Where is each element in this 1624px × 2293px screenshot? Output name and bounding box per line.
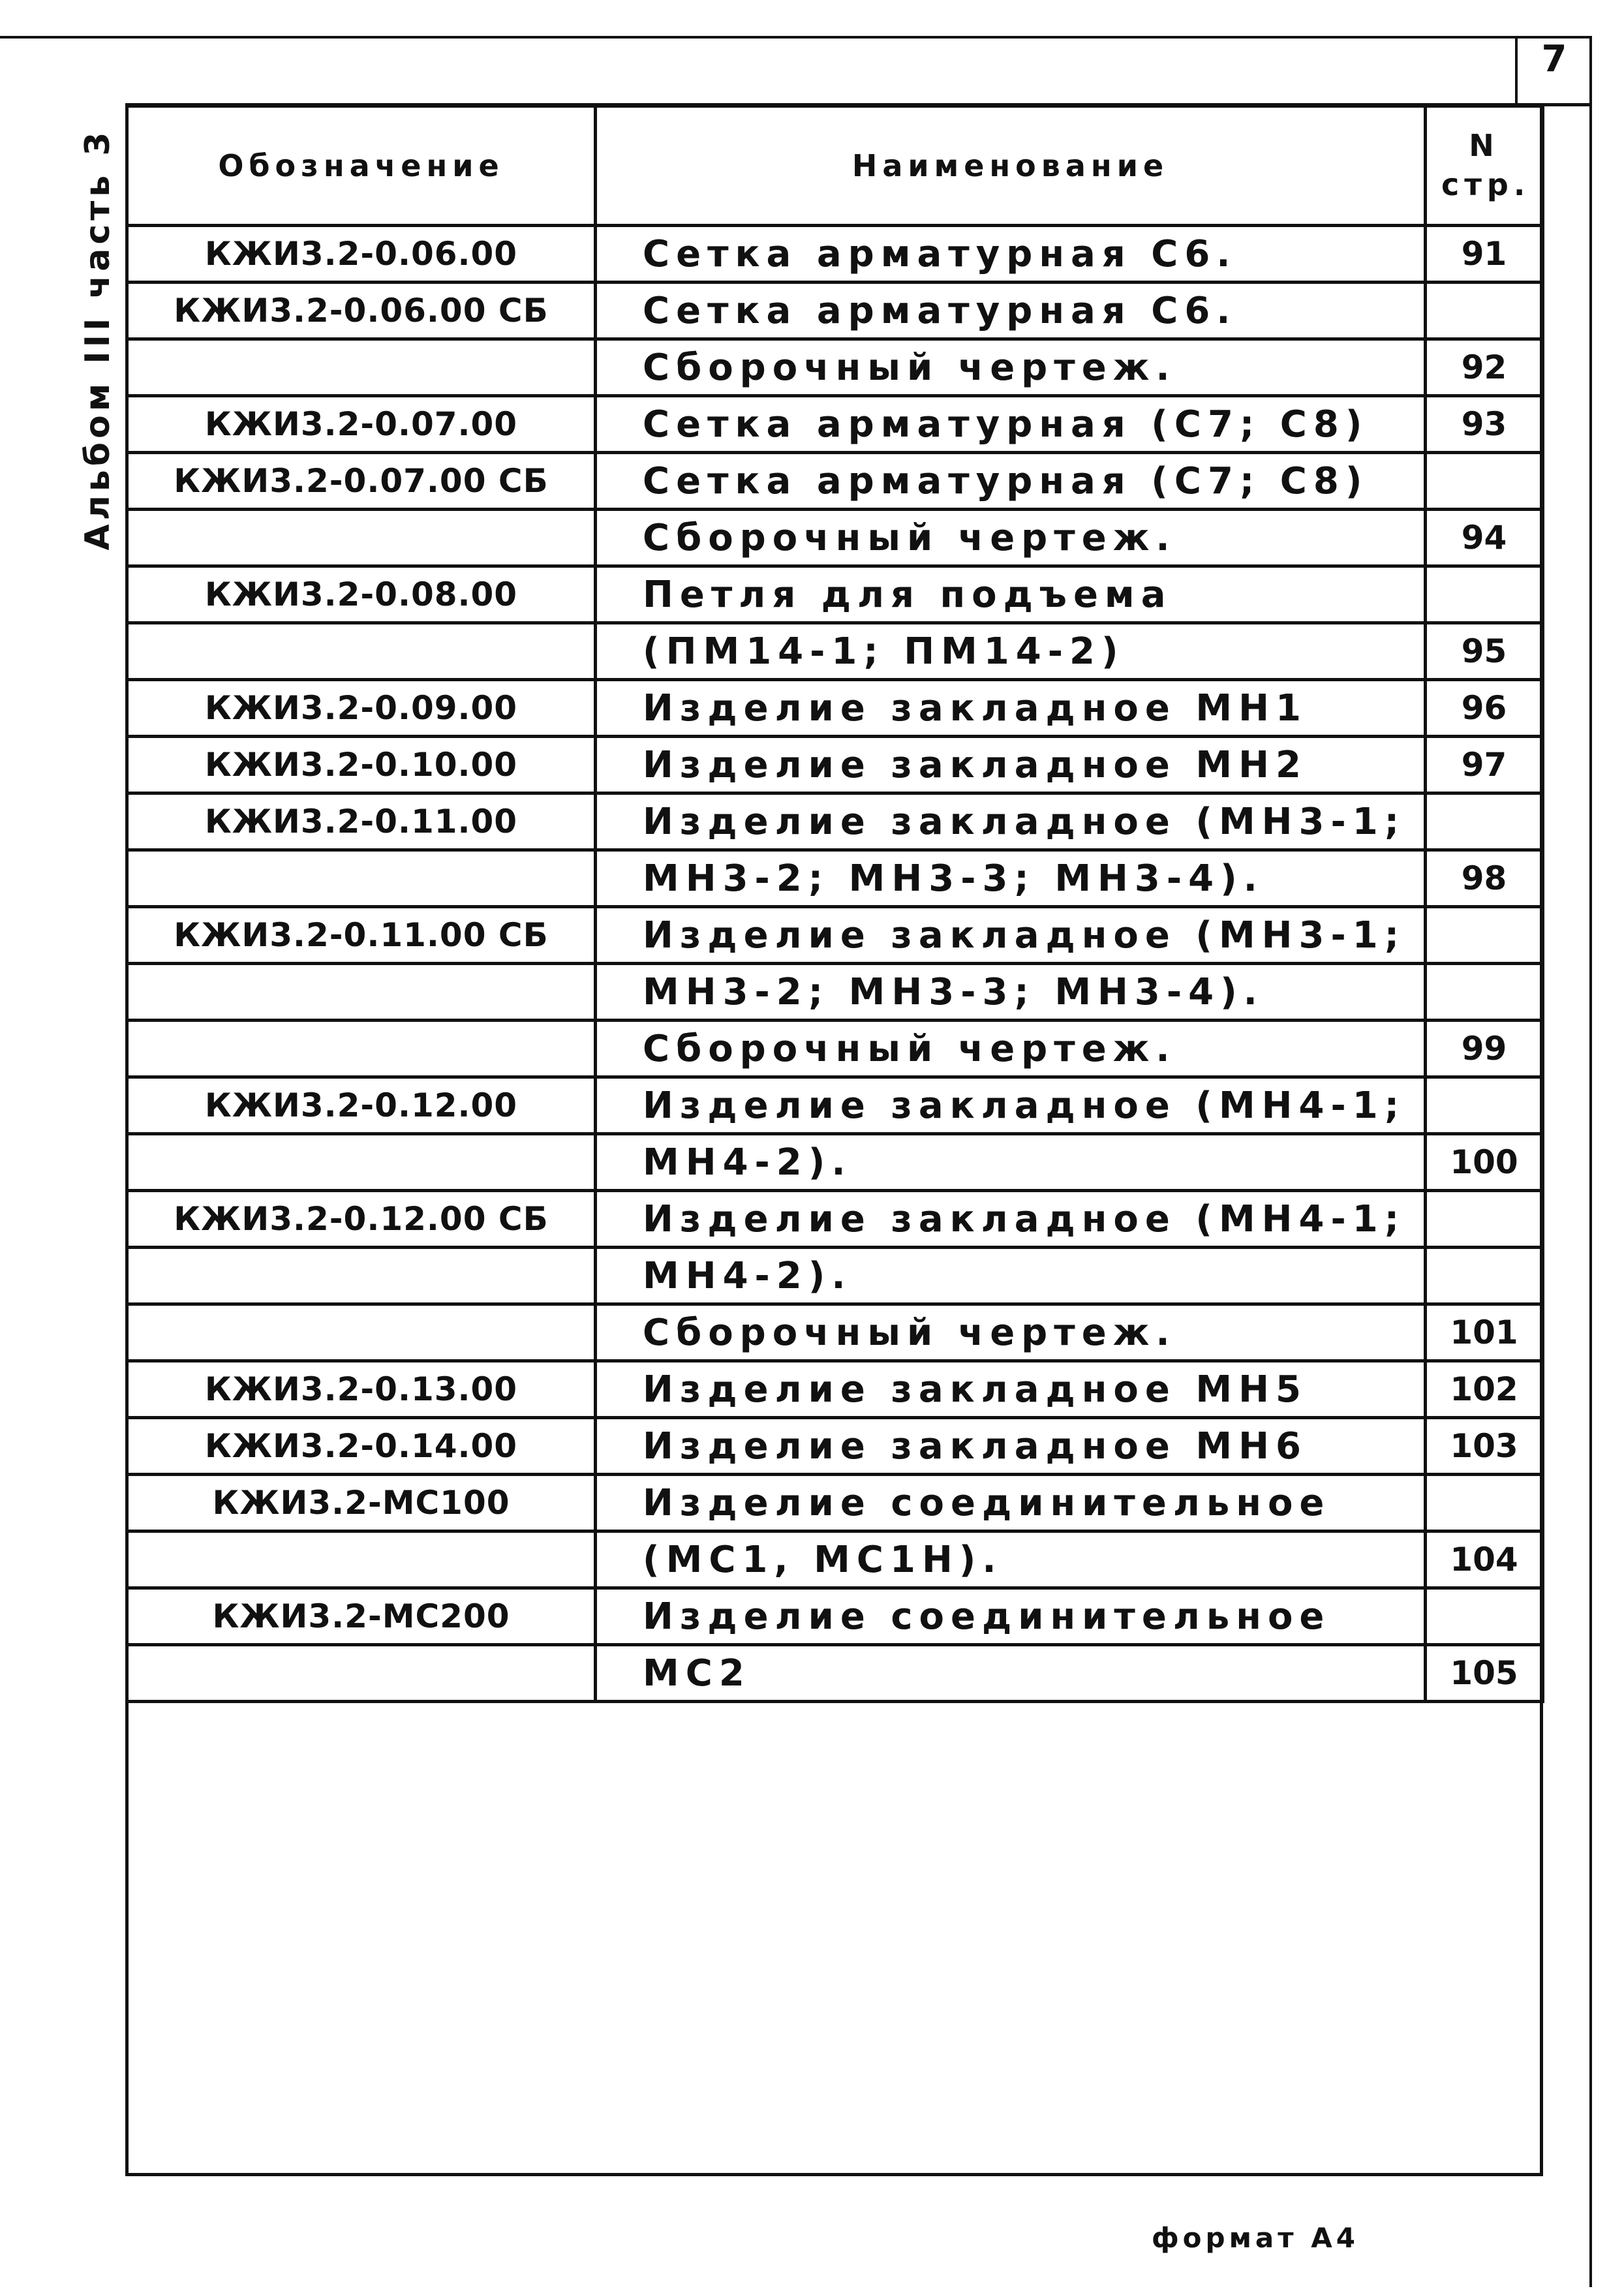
table-row xyxy=(127,1191,1543,1248)
row-name: Сборочный чертеж. xyxy=(596,1304,1426,1361)
row-code: КЖИ3.2-0.11.00 xyxy=(127,793,596,850)
row-page xyxy=(1426,1191,1543,1248)
row-page xyxy=(1426,1248,1543,1304)
row-name: Изделие закладное (МН3-1; xyxy=(596,907,1426,964)
table-row xyxy=(127,793,1543,850)
format-label: формат А4 xyxy=(1152,2222,1359,2254)
table-row xyxy=(127,566,1543,623)
row-name: МН3-2; МН3-3; МН3-4). xyxy=(596,964,1426,1021)
row-page xyxy=(1426,1588,1543,1645)
header-page-no xyxy=(1426,106,1543,226)
row-name: Петля для подъема xyxy=(596,566,1426,623)
row-name: Сборочный чертеж. xyxy=(596,510,1426,566)
row-code xyxy=(127,510,596,566)
row-name: Сетка арматурная (С7; С8) xyxy=(596,453,1426,510)
header-page-no-line1: N xyxy=(1469,128,1499,164)
table-header-row xyxy=(127,106,1543,226)
header-name: Наименование xyxy=(596,106,1426,226)
row-name: (МС1, МС1Н). xyxy=(596,1531,1426,1588)
row-page: 103 xyxy=(1426,1418,1543,1475)
row-code xyxy=(127,1645,596,1702)
row-page xyxy=(1426,1475,1543,1531)
row-code xyxy=(127,1531,596,1588)
table-row xyxy=(127,283,1543,339)
table-row xyxy=(127,680,1543,737)
row-code xyxy=(127,1021,596,1077)
table-row xyxy=(127,453,1543,510)
row-code: КЖИ3.2-0.07.00 СБ xyxy=(127,453,596,510)
row-code xyxy=(127,339,596,396)
frame-bottom xyxy=(125,2173,1541,2176)
header-page-no-line2: стр. xyxy=(1441,167,1531,202)
row-page: 99 xyxy=(1426,1021,1543,1077)
row-page: 92 xyxy=(1426,339,1543,396)
row-page: 96 xyxy=(1426,680,1543,737)
table-row xyxy=(127,1475,1543,1531)
row-name: Изделие закладное МН1 xyxy=(596,680,1426,737)
row-name: Сетка арматурная С6. xyxy=(596,226,1426,283)
row-code: КЖИ3.2-0.08.00 xyxy=(127,566,596,623)
row-page: 100 xyxy=(1426,1134,1543,1191)
row-page xyxy=(1426,964,1543,1021)
row-code xyxy=(127,964,596,1021)
table-row xyxy=(127,737,1543,793)
row-name: Сетка арматурная С6. xyxy=(596,283,1426,339)
table-row xyxy=(127,850,1543,907)
page-number: 7 xyxy=(1541,38,1567,80)
table-row xyxy=(127,964,1543,1021)
row-page xyxy=(1426,283,1543,339)
row-name: Изделие закладное (МН4-1; xyxy=(596,1077,1426,1134)
row-page xyxy=(1426,453,1543,510)
row-code: КЖИ3.2-МС200 xyxy=(127,1588,596,1645)
row-page xyxy=(1426,793,1543,850)
table-row xyxy=(127,1418,1543,1475)
row-name: Сборочный чертеж. xyxy=(596,339,1426,396)
row-code: КЖИ3.2-0.09.00 xyxy=(127,680,596,737)
row-name: (ПМ14-1; ПМ14-2) xyxy=(596,623,1426,680)
row-code xyxy=(127,1248,596,1304)
table-row xyxy=(127,1645,1543,1702)
row-code: КЖИ3.2-МС100 xyxy=(127,1475,596,1531)
row-page: 98 xyxy=(1426,850,1543,907)
row-name: Изделие соединительное xyxy=(596,1588,1426,1645)
row-page: 105 xyxy=(1426,1645,1543,1702)
row-name: Сборочный чертеж. xyxy=(596,1021,1426,1077)
row-name: МС2 xyxy=(596,1645,1426,1702)
row-name: Изделие закладное МН2 xyxy=(596,737,1426,793)
row-name: Сетка арматурная (С7; С8) xyxy=(596,396,1426,453)
table-row xyxy=(127,1361,1543,1418)
row-page: 101 xyxy=(1426,1304,1543,1361)
table-row xyxy=(127,226,1543,283)
row-name: Изделие соединительное xyxy=(596,1475,1426,1531)
row-name: МН4-2). xyxy=(596,1134,1426,1191)
album-side-label: Альбом III часть 3 xyxy=(78,128,117,551)
row-code: КЖИ3.2-0.06.00 СБ xyxy=(127,283,596,339)
row-name: Изделие закладное (МН3-1; xyxy=(596,793,1426,850)
row-page: 91 xyxy=(1426,226,1543,283)
row-name: МН4-2). xyxy=(596,1248,1426,1304)
table-row xyxy=(127,510,1543,566)
table-row xyxy=(127,1134,1543,1191)
row-page: 97 xyxy=(1426,737,1543,793)
table-row xyxy=(127,623,1543,680)
row-code: КЖИ3.2-0.07.00 xyxy=(127,396,596,453)
contents-table xyxy=(125,104,1544,1703)
table-row xyxy=(127,907,1543,964)
row-page: 94 xyxy=(1426,510,1543,566)
table-row xyxy=(127,396,1543,453)
row-code: КЖИ3.2-0.12.00 СБ xyxy=(127,1191,596,1248)
row-page xyxy=(1426,907,1543,964)
row-code: КЖИ3.2-0.14.00 xyxy=(127,1418,596,1475)
row-page xyxy=(1426,1077,1543,1134)
right-border-line xyxy=(1589,36,1592,2287)
row-code: КЖИ3.2-0.11.00 СБ xyxy=(127,907,596,964)
table-row xyxy=(127,1588,1543,1645)
row-page: 95 xyxy=(1426,623,1543,680)
top-edge-line xyxy=(0,36,1592,38)
row-name: МН3-2; МН3-3; МН3-4). xyxy=(596,850,1426,907)
row-code: КЖИ3.2-0.12.00 xyxy=(127,1077,596,1134)
row-name: Изделие закладное МН5 xyxy=(596,1361,1426,1418)
row-name: Изделие закладное МН6 xyxy=(596,1418,1426,1475)
table-body xyxy=(127,226,1543,1702)
table-row xyxy=(127,1304,1543,1361)
table-row xyxy=(127,339,1543,396)
row-code: КЖИ3.2-0.10.00 xyxy=(127,737,596,793)
table-row xyxy=(127,1021,1543,1077)
table-row xyxy=(127,1077,1543,1134)
row-code xyxy=(127,1134,596,1191)
row-page xyxy=(1426,566,1543,623)
row-page: 93 xyxy=(1426,396,1543,453)
row-code: КЖИ3.2-0.13.00 xyxy=(127,1361,596,1418)
table-row xyxy=(127,1248,1543,1304)
header-designation: Обозначение xyxy=(127,106,596,226)
row-code xyxy=(127,623,596,680)
table-row xyxy=(127,1531,1543,1588)
row-code xyxy=(127,1304,596,1361)
row-name: Изделие закладное (МН4-1; xyxy=(596,1191,1426,1248)
row-page: 102 xyxy=(1426,1361,1543,1418)
row-page: 104 xyxy=(1426,1531,1543,1588)
row-code: КЖИ3.2-0.06.00 xyxy=(127,226,596,283)
row-code xyxy=(127,850,596,907)
